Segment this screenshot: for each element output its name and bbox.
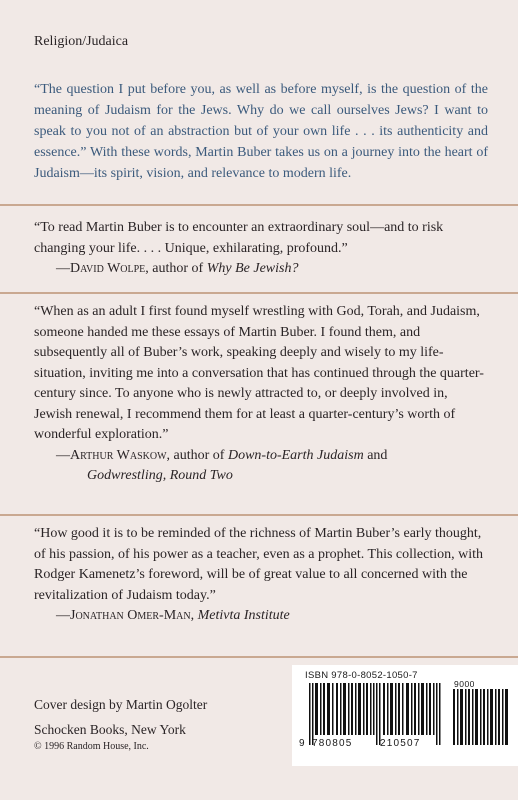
quote-work: Down-to-Earth Judaism	[227, 447, 364, 463]
quote-work: Godwrestling, Round Two	[87, 468, 233, 483]
endorsement-quote	[34, 524, 488, 627]
quote-text: “When as an adult I first found myself wrestling with God, Torah, and Judaism, someone handed me these essays of Martin Buber. I found them, and subsequently all of Buber’s work, speaking deeply and wisely to my life-situation, inviting me into a conversation that has continued through the quarter-century since. To anyone who is newly attracted to, or deeply involved in, Jewish renewal, I recommend them for at least a quarter-century’s worth of wonderful exploration.”	[34, 304, 484, 442]
quote-author: Arthur Waskow	[70, 447, 167, 463]
barcode-digits-left: 780805	[312, 738, 353, 749]
barcode-prefix-digit: 9	[299, 738, 306, 749]
quote-author: Jonathan Omer-Man	[70, 608, 191, 623]
quote-text: “How good it is to be reminded of the richness of Martin Buber’s early thought, of his passion, of his power as a teacher, even as a prophet. This collection, with Rodger Kamenetz’s foreword, will be of great value to all concerned with the revitalization of Judaism today.”	[34, 526, 484, 603]
divider	[0, 292, 518, 294]
endorsement-quote	[34, 218, 488, 280]
divider	[0, 204, 518, 206]
quote-attribution: —Jonathan Omer-Man, Metivta Institute	[56, 608, 290, 623]
quote-attribution: —David Wolpe, author of Why Be Jewish?	[56, 261, 299, 276]
quote-author: David Wolpe	[70, 261, 146, 276]
divider	[0, 656, 518, 658]
quote-work: Metivta Institute	[197, 608, 290, 623]
barcode-digits-right: 210507	[380, 738, 421, 749]
category-label: Religion/Judaica	[34, 34, 129, 49]
barcode-icon	[305, 683, 510, 745]
quote-text: “To read Martin Buber is to encounter an extraordinary soul—and to risk changing your life. . . . Unique, exhilarating, profound.”	[34, 220, 444, 256]
quote-work: Why Be Jewish?	[206, 261, 299, 276]
divider	[0, 514, 518, 516]
quote-attribution: —Arthur Waskow, author of Down-to-Earth Judaism and	[56, 447, 388, 463]
endorsement-quote	[34, 302, 488, 487]
publisher: Schocken Books, New York	[34, 722, 186, 737]
isbn-label: ISBN 978-0-8052-1050-7	[305, 670, 418, 681]
copyright: © 1996 Random House, Inc.	[34, 741, 149, 752]
barcode-price-code: 9000	[454, 679, 475, 689]
quote-attribution-cont	[34, 466, 488, 487]
cover-design-credit: Cover design by Martin Ogolter	[34, 697, 208, 712]
cover-blurb: “The question I put before you, as well as before myself, is the question of the meaning of Judaism for the Jews. Why do we call ourselves Jews? I want to speak to you not of an abstraction but of your own life . . . its authenticity and essence.” With these words, Martin Buber takes us on a journey into the heart of Judaism—its spirit, vision, and relevance to modern life.	[34, 82, 488, 181]
